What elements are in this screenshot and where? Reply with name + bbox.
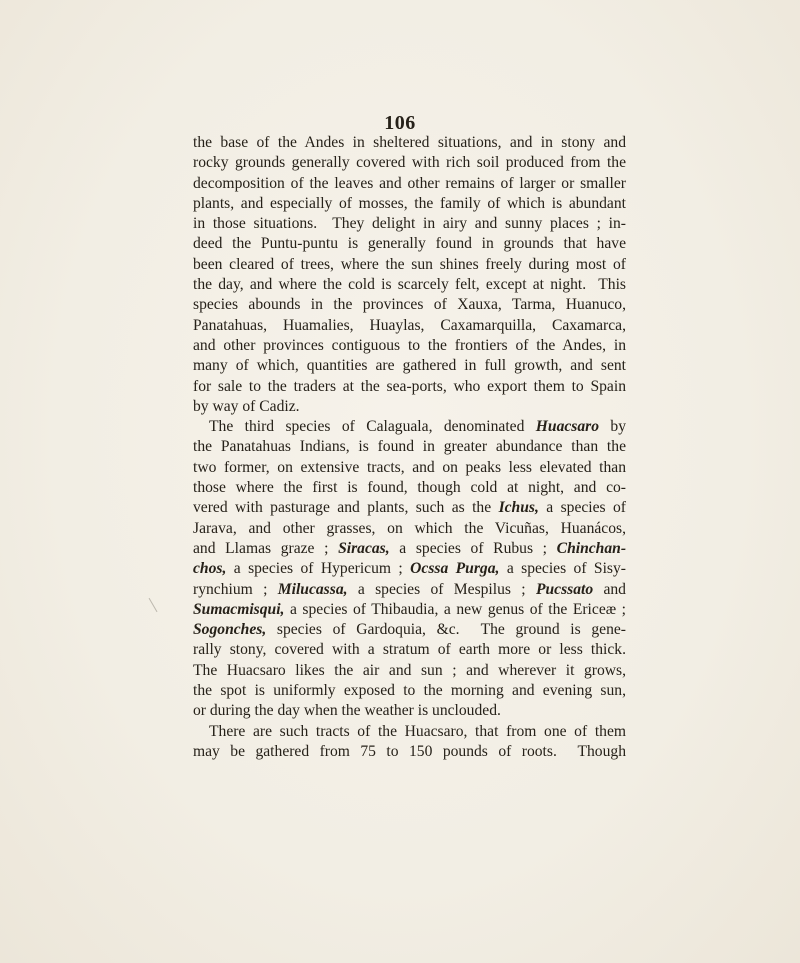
text-line bbox=[193, 539, 626, 559]
text-segment: been cleared of trees, where the sun shines freely during most of bbox=[193, 255, 626, 273]
text-segment: species of Gardoquia, &c. The ground is gene- bbox=[266, 621, 626, 639]
text-segment: rally stony, covered with a stratum of earth more or less thick. bbox=[193, 641, 626, 659]
text-line bbox=[193, 661, 626, 681]
text-segment: The Huacsaro likes the air and sun ; and wherever it grows, bbox=[193, 661, 626, 679]
margin-mark bbox=[149, 594, 165, 612]
text-segment: for sale to the traders at the sea-ports, who export them to Spain bbox=[193, 377, 626, 395]
text-segment: species abounds in the provinces of Xauxa, Tarma, Huanuco, bbox=[193, 296, 626, 314]
text-segment: those where the first is found, though cold at night, and co- bbox=[193, 479, 626, 497]
text-segment: a species of Mespilus ; bbox=[347, 580, 536, 598]
text-line bbox=[193, 336, 626, 356]
text-segment: and Llamas graze ; bbox=[193, 539, 339, 557]
text-segment: plants, and especially of mosses, the family of which is abundant bbox=[193, 194, 626, 212]
text-segment: the Panatahuas Indians, is found in greater abundance than the bbox=[193, 438, 626, 456]
text-segment: by way of Cadiz. bbox=[193, 397, 300, 415]
text-segment: a species of Rubus ; bbox=[389, 539, 557, 557]
text-segment: There are such tracts of the Huacsaro, that from one of them bbox=[209, 722, 626, 740]
text-line bbox=[193, 133, 626, 153]
italic-term: Sogonches, bbox=[193, 621, 267, 639]
text-segment: two former, on extensive tracts, and on peaks less elevated than bbox=[193, 458, 626, 476]
text-segment: in those situations. They delight in airy and sunny places ; in- bbox=[193, 215, 626, 233]
text-line bbox=[193, 580, 626, 600]
italic-term: Chinchan- bbox=[556, 539, 627, 557]
text-line bbox=[193, 275, 626, 295]
text-line bbox=[193, 559, 626, 579]
text-segment: the base of the Andes in sheltered situations, and in stony and bbox=[193, 134, 626, 151]
text-segment: and bbox=[593, 580, 626, 598]
text-segment: vered with pasturage and plants, such as the bbox=[193, 499, 499, 517]
text-segment: rocky grounds generally covered with rich soil produced from the bbox=[193, 154, 626, 172]
text-line bbox=[193, 600, 626, 620]
italic-term: Milucassa, bbox=[277, 580, 348, 598]
text-line bbox=[193, 397, 626, 417]
text-line bbox=[193, 458, 626, 478]
text-line bbox=[193, 498, 626, 518]
italic-term: chos, bbox=[193, 560, 227, 578]
text-segment: Jarava, and other grasses, on which the Vicuñas, Huanácos, bbox=[193, 519, 626, 537]
text-segment: decomposition of the leaves and other remains of larger or smaller bbox=[193, 174, 626, 192]
text-line bbox=[193, 295, 626, 315]
text-line bbox=[193, 701, 626, 721]
text-segment: a species of Hypericum ; bbox=[226, 560, 411, 578]
text-segment: the day, and where the cold is scarcely felt, except at night. This bbox=[193, 276, 626, 294]
text-line bbox=[193, 519, 626, 539]
text-line bbox=[193, 417, 626, 437]
text-line bbox=[193, 377, 626, 397]
text-line bbox=[193, 722, 626, 742]
text-line bbox=[193, 681, 626, 701]
text-line bbox=[193, 478, 626, 498]
text-line bbox=[193, 316, 626, 336]
text-segment: by bbox=[599, 418, 627, 436]
italic-term: Pucssato bbox=[535, 580, 594, 598]
text-line bbox=[193, 255, 626, 275]
italic-term: Ichus, bbox=[498, 499, 539, 517]
text-segment: a species of Sisy- bbox=[499, 560, 626, 578]
text-line bbox=[193, 640, 626, 660]
text-segment: Panatahuas, Huamalies, Huaylas, Caxamarquilla, Caxamarca, bbox=[193, 316, 626, 334]
text-segment: rynchium ; bbox=[193, 580, 278, 598]
text-segment: or during the day when the weather is unclouded. bbox=[193, 702, 501, 720]
italic-term: Ocssa Purga, bbox=[410, 560, 500, 578]
italic-term: Huacsaro bbox=[535, 418, 600, 436]
text-line bbox=[193, 356, 626, 376]
text-segment: deed the Puntu-puntu is generally found in grounds that have bbox=[193, 235, 626, 253]
text-segment: a species of Thibaudia, a new genus of the Ericeæ ; bbox=[284, 600, 626, 618]
text-line bbox=[193, 153, 626, 173]
body-text bbox=[193, 133, 626, 762]
text-segment: the spot is uniformly exposed to the morning and evening sun, bbox=[193, 682, 626, 700]
text-line bbox=[193, 194, 626, 214]
text-segment: a species of bbox=[538, 499, 627, 517]
text-line bbox=[193, 437, 626, 457]
text-segment: The third species of Calaguala, denominated bbox=[209, 418, 536, 436]
text-line bbox=[193, 234, 626, 254]
text-segment: and other provinces contiguous to the frontiers of the Andes, in bbox=[193, 336, 626, 354]
text-line bbox=[193, 620, 626, 640]
text-line bbox=[193, 214, 626, 234]
text-line bbox=[193, 174, 626, 194]
italic-term: Siracas, bbox=[338, 539, 390, 557]
text-line bbox=[193, 742, 626, 762]
text-segment: may be gathered from 75 to 150 pounds of roots. Though bbox=[193, 742, 626, 760]
italic-term: Sumacmisqui, bbox=[193, 600, 285, 618]
page-number: 106 bbox=[384, 112, 416, 134]
text-segment: many of which, quantities are gathered in full growth, and sent bbox=[193, 357, 626, 375]
